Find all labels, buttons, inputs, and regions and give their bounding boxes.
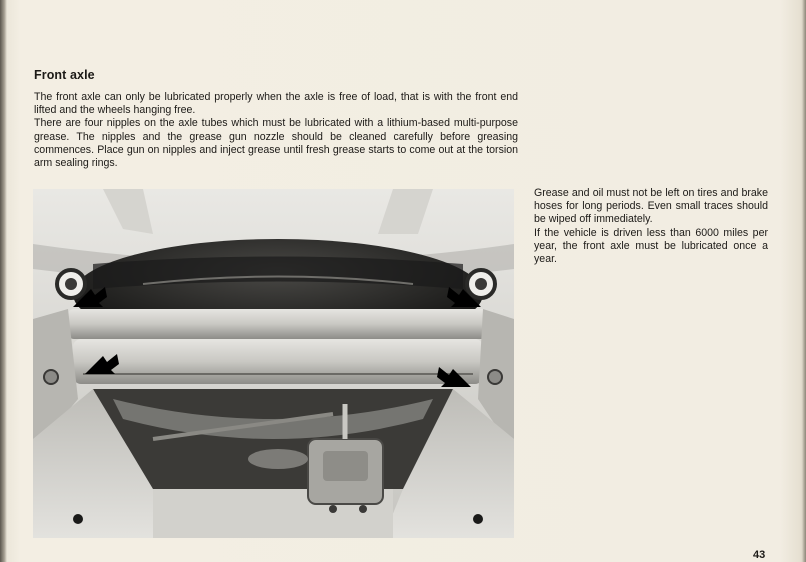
page-number: 43 xyxy=(753,549,766,561)
side-note xyxy=(534,187,768,266)
page-binding-shadow xyxy=(0,0,7,562)
main-paragraph-2: There are four nipples on the axle tubes which must be lubricated with a lithium-based multi-purpose grease. The nipples and the grease gun nozzle should be cleaned carefully before greasing commences. Place gun on nipples and inject grease until fresh grease starts to come out at the torsion arm sealing rings. xyxy=(34,117,518,170)
side-paragraph-2: If the vehicle is driven less than 6000 miles per year, the front axle must be lubricated once a year. xyxy=(534,226,768,266)
upper-axle-tube xyxy=(68,309,488,339)
section-title: Front axle xyxy=(34,68,95,82)
main-paragraph-1: The front axle can only be lubricated properly when the axle is free of load, that is with the front end lifted and the wheels hanging free. xyxy=(34,91,518,117)
lower-axle-tube xyxy=(73,339,483,384)
side-paragraph-1: Grease and oil must not be left on tires and brake hoses for long periods. Even small traces should be wiped off immediately. xyxy=(534,187,768,226)
main-text xyxy=(34,91,518,170)
page-edge-shadow xyxy=(802,0,806,562)
front-axle-photo xyxy=(33,189,514,538)
